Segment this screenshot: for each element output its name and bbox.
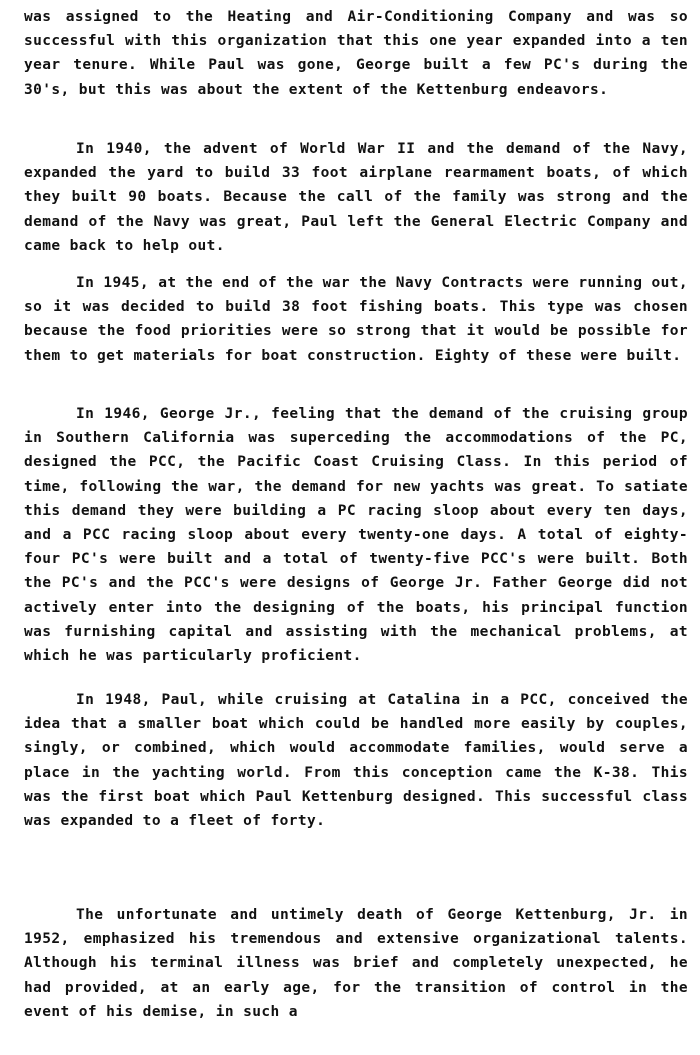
paragraph-1945-fishing-boats: In 1945, at the end of the war the Navy Contracts were running out, so it was decided to build 38 foot fishing boats. This type was chosen because the food priorities were so strong that it would be possible for them to get materials for boat construction. Eighty of these were built. <box>24 275 688 364</box>
paragraph-1940-navy: In 1940, the advent of World War II and the demand of the Navy, expanded the yard to build 33 foot airplane rearmament boats, of which they built 90 boats. Because the call of the family was strong and the demand of the Navy was great, Paul left the General Electric Company and came back to help out. <box>24 141 688 254</box>
paragraph-heating-company: was assigned to the Heating and Air-Conditioning Company and was so successful with this organization that this one year expanded into a ten year tenure. While Paul was gone, George built a few PC's during the 30's, but this was about the extent of the Kettenburg endeavors. <box>24 9 688 98</box>
paragraph-1948-k38: In 1948, Paul, while cruising at Catalina in a PCC, conceived the idea that a smaller boat which could be handled more easily by couples, singly, or combined, which would accommodate families, would serve a place in the yachting world. From this conception came the K-38. This was the first boat which Paul Kettenburg designed. This successful class was expanded to a fleet of forty. <box>24 692 688 830</box>
paragraph-1946-pcc: In 1946, George Jr., feeling that the demand of the cruising group in Southern California was superceding the accommodations of the PC, designed the PCC, the Pacific Coast Cruising Class. In this period of time, following the war, the demand for new yachts was great. To satiate this demand they were building a PC racing sloop about every ten days, and a PCC racing sloop about every twenty-one days. A total of eighty-four PC's were built and a total of twenty-five PCC's were built. Both the PC's and the PCC's were designs of George Jr. Father George did not actively enter into the designing of the boats, his principal function was furnishing capital and assisting with the mechanical problems, at which he was particularly proficient. <box>24 406 688 665</box>
paragraph-1952-death: The unfortunate and untimely death of George Kettenburg, Jr. in 1952, emphasized his tremendous and extensive organizational talents. Although his terminal illness was brief and completely unexpected, he had provided, at an early age, for the transition of control in the event of his demise, in such a <box>24 907 688 1020</box>
